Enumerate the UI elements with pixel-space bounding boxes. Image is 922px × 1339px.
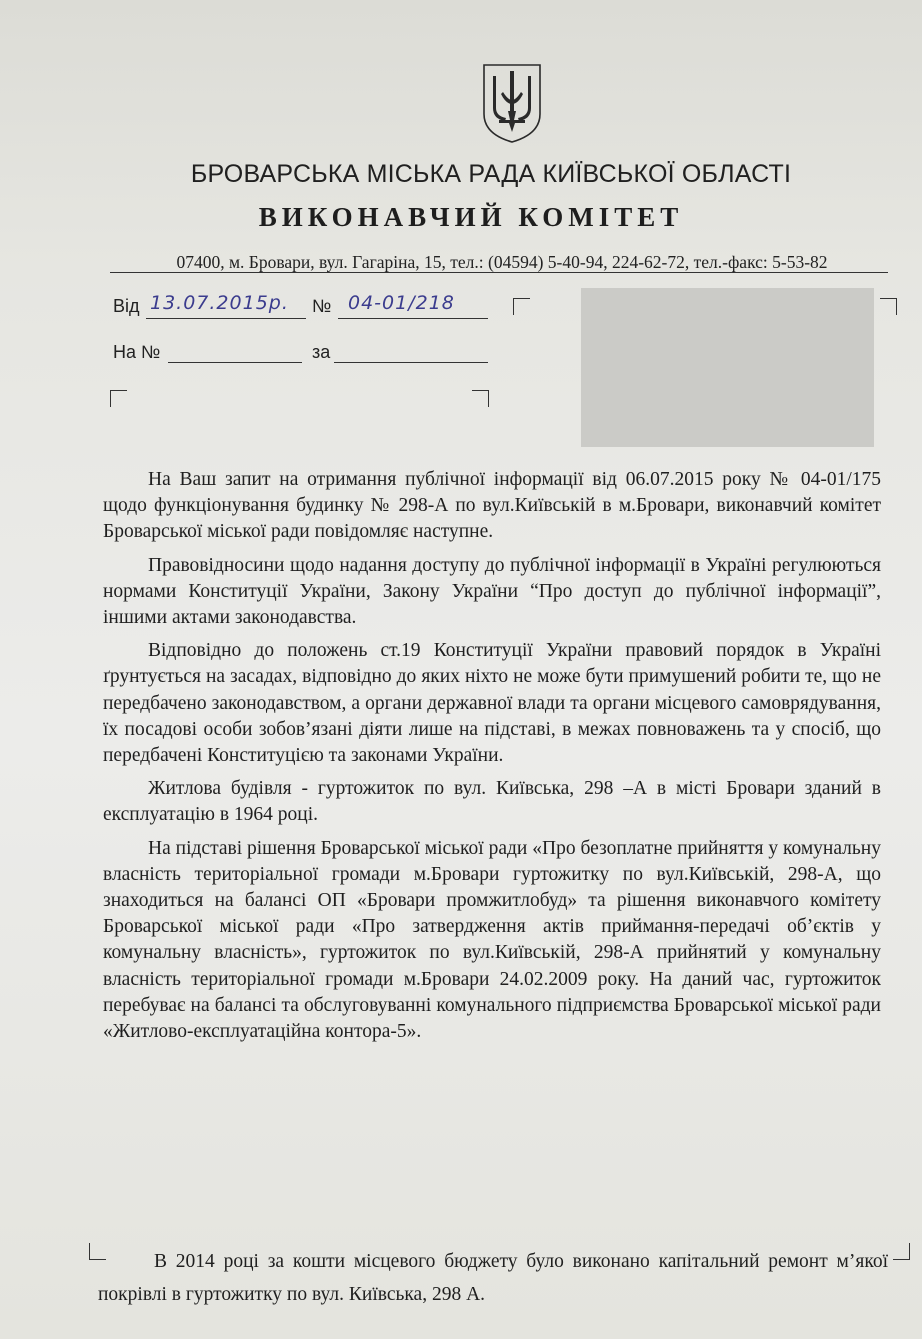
number-underline (338, 318, 488, 319)
paragraph-legal-basis: Правовідносини щодо надання доступу до публічної інформації в Україні регулюються нормами Конституції України, Закону України “Про доступ до публічної інформації”, іншими актами законодавства. (103, 554, 881, 629)
paragraph-roof-repair: В 2014 році за кошти місцевого бюджету було виконано капітальний ремонт м’якої покрівлі в гуртожитку по вул. Київська, 298 А. (98, 1251, 888, 1305)
to-number-label: На № (113, 342, 161, 362)
committee-title: ВИКОНАВЧИЙ КОМІТЕТ (258, 202, 684, 232)
to-number-blank (168, 362, 302, 363)
paragraph-constitution: Відповідно до положень ст.19 Конституції України правовий порядок в Україні ґрунтується на засадах, відповідно до яких ніхто не може бути примушений робити те, що не передбачено законодавством, а органи державної влади та органи місцевого самоврядування, їх посадові особи зобов’язані діяти лише на підставі, в межах повноважень та у спосіб, що передбачені Конституцією та законами України. (103, 640, 881, 767)
address-divider (110, 272, 888, 273)
from-label: Від (113, 296, 140, 316)
date-underline (146, 318, 306, 319)
to-date-blank (334, 362, 488, 363)
paragraph-ownership: На підставі рішення Броварської міської ради «Про безоплатне прийняття у комунальну власність територіальної громади м.Бровари гуртожитку по вул.Київській, 298-А, що знаходиться на балансі ОП «Бровари промжитлобуд» та рішення виконавчого комітету Броварської міської ради «Про затвердження актів приймання-передачі об’єктів у комунальну власність», гуртожиток по вул.Київській, 298-А прийнятий у комунальну власність територіальної громади м.Бровари 24.02.2009 року. На даний час, гуртожиток перебуває на балансі та обслуговуванні комунального підприємства Броварської міської ради «Житлово-експлуатаційна контора-5». (103, 837, 881, 1043)
paragraph-building-history: Житлова будівля - гуртожиток по вул. Київська, 298 –А в місті Бровари зданий в експлуатацію в 1964 році. (103, 778, 881, 826)
corner-mark-left-subject (110, 390, 127, 407)
trident-coat-of-arms-icon (481, 62, 543, 144)
to-date-label: за (312, 342, 331, 362)
corner-mark-top-right-address (880, 298, 897, 315)
redacted-recipient-block (581, 288, 874, 447)
corner-mark-bottom-right (893, 1243, 910, 1260)
number-label: № (312, 296, 332, 316)
organization-address: 07400, м. Бровари, вул. Гагаріна, 15, тел.: (04594) 5-40-94, 224-62-72, тел.-факс: 5-53-82 (176, 252, 828, 272)
corner-mark-right-subject (472, 390, 489, 407)
paragraph-request: На Ваш запит на отримання публічної інформації від 06.07.2015 року № 04-01/175 щодо функціонування будинку № 298-А по вул.Київській в м.Бровари, виконавчий комітет Броварської міської ради повідомляє наступне. (103, 469, 881, 543)
letter-body (103, 467, 881, 1052)
outgoing-date: 13.07.2015р. (150, 292, 289, 314)
outgoing-number: 04-01/218 (348, 292, 455, 314)
corner-mark-top-left-address (513, 298, 530, 315)
organization-name: БРОВАРСЬКА МІСЬКА РАДА КИЇВСЬКОЇ ОБЛАСТІ (190, 160, 792, 188)
